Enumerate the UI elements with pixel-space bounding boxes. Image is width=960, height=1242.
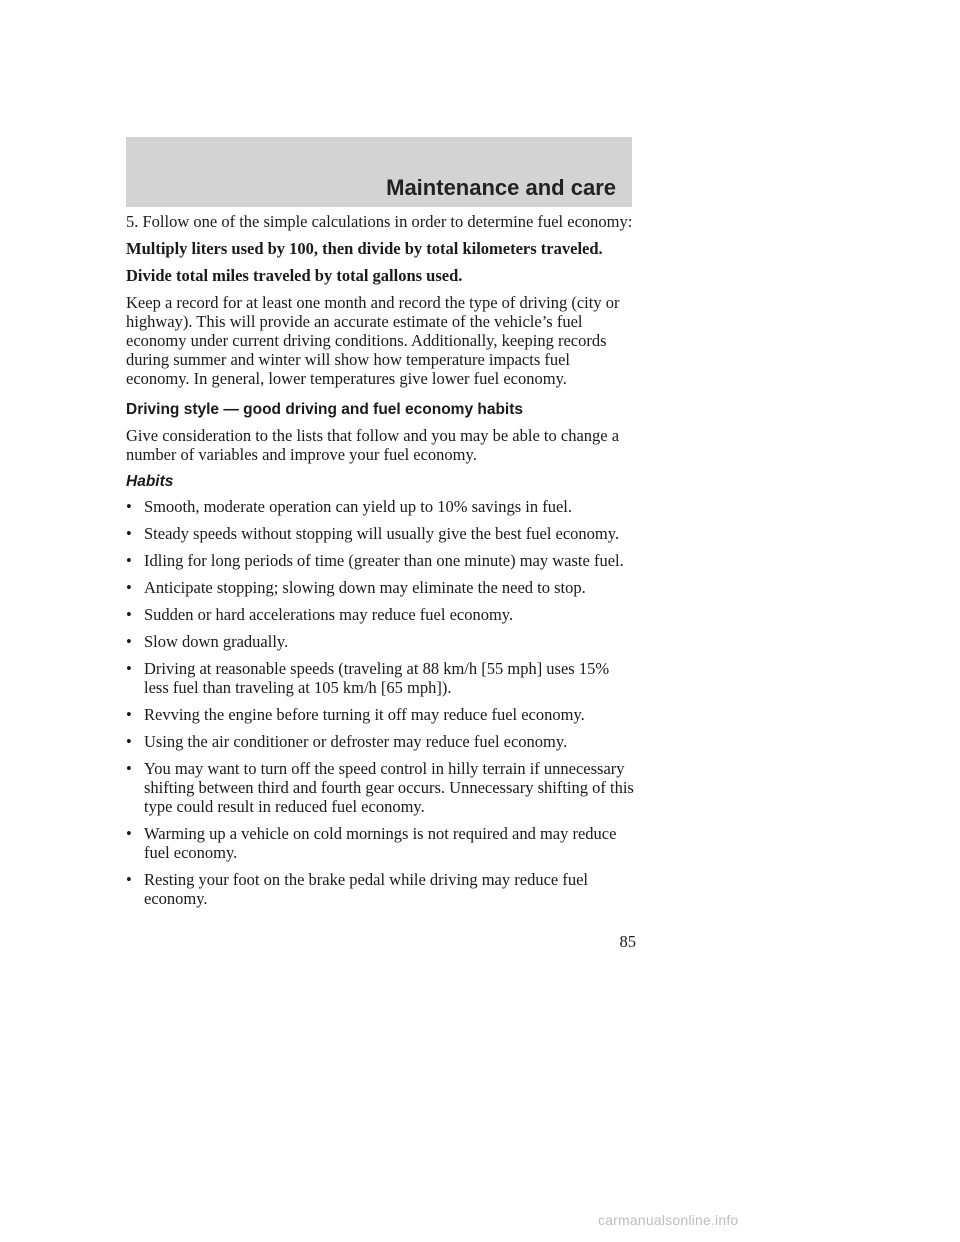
- habit-item: [126, 605, 636, 624]
- habit-text: Sudden or hard accelerations may reduce fuel economy.: [144, 605, 514, 624]
- habit-text: Warming up a vehicle on cold mornings is not required and may reduce fuel economy.: [144, 824, 617, 862]
- habit-item: [126, 759, 636, 816]
- bullet-icon: •: [126, 870, 132, 889]
- page-number: 85: [619, 932, 636, 951]
- bullet-icon: •: [126, 824, 132, 843]
- bullet-icon: •: [126, 497, 132, 516]
- habit-item: [126, 705, 636, 724]
- habit-text: Anticipate stopping; slowing down may eliminate the need to stop.: [144, 578, 586, 597]
- habit-text: Driving at reasonable speeds (traveling at 88 km/h [55 mph] uses 15% less fuel than traveling at 105 km/h [65 mph]).: [144, 659, 610, 697]
- habit-item: [126, 524, 636, 543]
- habit-text: Smooth, moderate operation can yield up to 10% savings in fuel.: [144, 497, 572, 516]
- habit-item: [126, 870, 636, 908]
- section-header-band: [126, 137, 632, 207]
- habit-item: [126, 632, 636, 651]
- bullet-icon: •: [126, 732, 132, 751]
- habits-heading: Habits: [126, 473, 174, 490]
- bullet-icon: •: [126, 524, 132, 543]
- habit-item: [126, 551, 636, 570]
- driving-style-intro: Give consideration to the lists that follow and you may be able to change a number of variables and improve your fuel economy.: [126, 426, 620, 464]
- habit-text: Idling for long periods of time (greater than one minute) may waste fuel.: [144, 551, 624, 570]
- bullet-icon: •: [126, 578, 132, 597]
- habit-text: Using the air conditioner or defroster may reduce fuel economy.: [144, 732, 568, 751]
- bullet-icon: •: [126, 759, 132, 778]
- habits-list: [126, 497, 636, 908]
- habit-text: Resting your foot on the brake pedal while driving may reduce fuel economy.: [144, 870, 588, 908]
- formula-imperial: Divide total miles traveled by total gallons used.: [126, 266, 463, 285]
- habit-item: [126, 578, 636, 597]
- step-5-text: 5. Follow one of the simple calculations in order to determine fuel economy:: [126, 212, 633, 231]
- watermark: carmanualsonline.info: [598, 1212, 739, 1228]
- bullet-icon: •: [126, 551, 132, 570]
- record-keeping-paragraph: Keep a record for at least one month and record the type of driving (city or highway). This will provide an accurate estimate of the vehicle’s fuel economy under current driving conditions. Additionally, keeping records during summer and winter will show how temperature impacts fuel economy. In general, lower temperatures give lower fuel economy.: [126, 293, 620, 388]
- bullet-icon: •: [126, 705, 132, 724]
- bullet-icon: •: [126, 632, 132, 651]
- habit-text: You may want to turn off the speed control in hilly terrain if unnecessary shifting between third and fourth gear occurs. Unnecessary shifting of this type could result in reduced fuel economy.: [144, 759, 634, 816]
- habit-item: [126, 497, 636, 516]
- driving-style-heading: Driving style — good driving and fuel economy habits: [126, 401, 524, 418]
- habit-item: [126, 824, 636, 862]
- habit-text: Revving the engine before turning it off may reduce fuel economy.: [144, 705, 585, 724]
- bullet-icon: •: [126, 659, 132, 678]
- habit-item: [126, 659, 636, 697]
- bullet-icon: •: [126, 605, 132, 624]
- page-content: [126, 212, 636, 916]
- habit-text: Slow down gradually.: [144, 632, 289, 651]
- section-title: Maintenance and care: [386, 175, 616, 200]
- habit-text: Steady speeds without stopping will usually give the best fuel economy.: [144, 524, 620, 543]
- formula-metric: Multiply liters used by 100, then divide by total kilometers traveled.: [126, 239, 603, 258]
- habit-item: [126, 732, 636, 751]
